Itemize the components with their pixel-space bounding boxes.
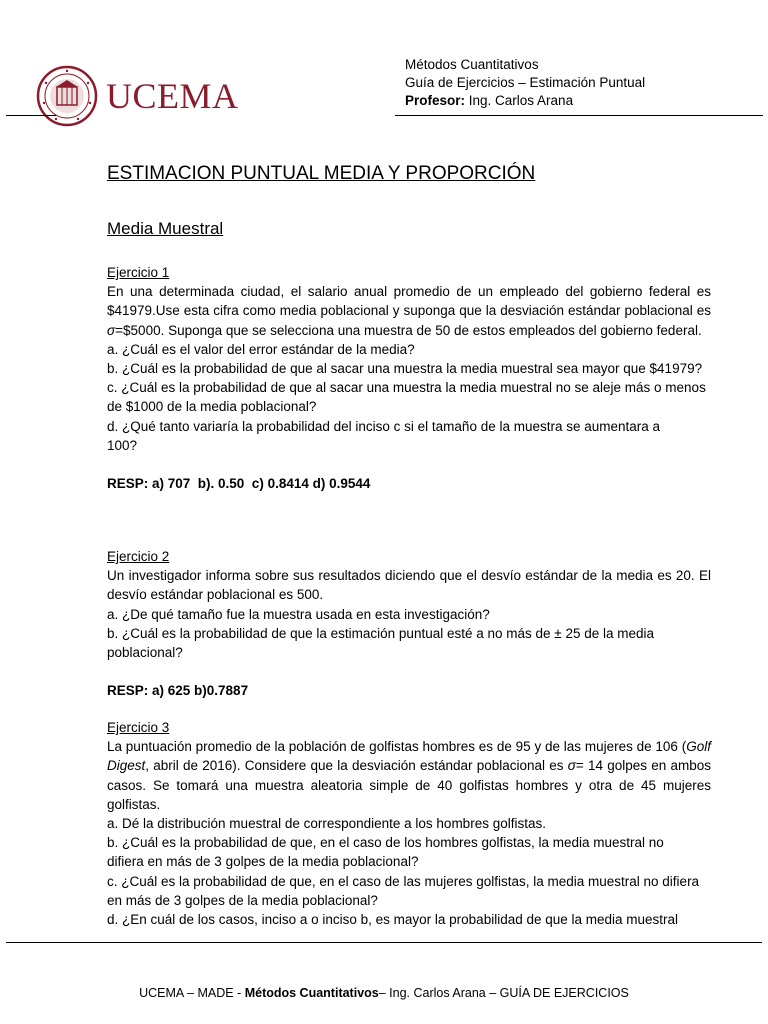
brand-name: UCEMA — [106, 76, 239, 116]
statement-text: En una determinada ciudad, el salario anual promedio de un empleado del gobierno federal es $41979.Use esta cifra como media poblacional y suponga que la desviación estándar poblacional es — [107, 284, 711, 319]
exercise-title: Ejercicio 1 — [107, 265, 170, 280]
question-a: a. Dé la distribución muestral de correspondiente a los hombres golfistas. — [107, 816, 546, 832]
professor-label: Profesor: — [405, 93, 466, 108]
question-b-line1: b. ¿Cuál es la probabilidad de que, en el caso de los hombres golfistas, la media muestral no — [107, 835, 664, 851]
question-b: b. ¿Cuál es la probabilidad de que al sacar una muestra la media muestral sea mayor que $41979? — [107, 361, 703, 377]
statement-text: =$5000. Suponga que se selecciona una muestra de 50 de estos empleados del gobierno federal. — [115, 322, 702, 338]
sigma-symbol: σ — [107, 322, 116, 338]
guide-title: Guía de Ejercicios – Estimación Puntual — [405, 75, 646, 90]
footer-institution: UCEMA – MADE - — [139, 986, 245, 1000]
question-b-line1: b. ¿Cuál es la probabilidad de que la estimación puntual esté a no más de ± 25 de la media — [107, 625, 655, 641]
header-divider-left — [6, 115, 56, 116]
question-d-line1: d. ¿Qué tanto variaría la probabilidad del inciso c si el tamaño de la muestra se aumentara a — [107, 418, 661, 434]
page-footer — [0, 986, 768, 1000]
statement-text: , abril de 2016). Considere que la desviación estándar poblacional es — [145, 758, 568, 774]
question-b-line2: poblacional? — [107, 645, 183, 661]
answer-key: RESP: a) 625 b)0.7887 — [107, 683, 249, 699]
statement-text: = 14 golpes en ambos casos. Se tomará una muestra aleatoria simple de 40 golfistas hombres y otra de 45 mujeres golfistas. — [107, 758, 711, 812]
footer-course: Métodos Cuantitativos — [244, 986, 379, 1000]
sigma-symbol: σ — [567, 758, 576, 774]
question-d-line2: 100? — [107, 437, 138, 453]
header-divider-right — [395, 115, 763, 116]
document-header-info — [405, 56, 645, 110]
exercise-statement — [107, 282, 711, 340]
exercise-title: Ejercicio 3 — [107, 720, 170, 735]
exercise-3 — [107, 718, 711, 929]
page-title: ESTIMACION PUNTUAL MEDIA Y PROPORCIÓN — [107, 163, 536, 184]
footer-guide: – Ing. Carlos Arana – GUÍA DE EJERCICIOS — [378, 986, 629, 1000]
professor-name: Ing. Carlos Arana — [465, 93, 574, 108]
university-seal-icon — [36, 65, 98, 127]
question-a: a. ¿De qué tamaño fue la muestra usada en esta investigación? — [107, 606, 490, 622]
section-title: Media Muestral — [107, 219, 224, 238]
footer-divider — [6, 942, 762, 943]
question-a: a. ¿Cuál es el valor del error estándar de la media? — [107, 341, 415, 357]
exercise-statement: Un investigador informa sobre sus resultados diciendo que el desvío estándar de la media es 20. El desvío estándar poblacional es 500. — [107, 568, 711, 603]
question-c-line2: en más de 3 golpes de la media poblacional? — [107, 892, 378, 908]
course-name: Métodos Cuantitativos — [405, 57, 539, 72]
question-b-line2: difiera en más de 3 golpes de la media poblacional? — [107, 854, 419, 870]
exercise-1 — [107, 263, 711, 493]
source-citation: Golf Digest — [107, 739, 711, 774]
question-c-line1: c. ¿Cuál es la probabilidad de que, en el caso de las mujeres golfistas, la media muestral no difiera — [107, 873, 700, 889]
exercise-statement — [107, 737, 711, 814]
question-c: c. ¿Cuál es la probabilidad de que al sacar una muestra la media muestral no se aleje más o menos de $1000 de la media poblacional? — [107, 380, 706, 415]
statement-text: La puntuación promedio de la población de golfistas hombres es de 95 y de las mujeres de 106 ( — [107, 739, 687, 755]
question-d: d. ¿En cuál de los casos, inciso a o inciso b, es mayor la probabilidad de que la media muestral — [107, 912, 679, 928]
exercise-title: Ejercicio 2 — [107, 549, 170, 564]
answer-key: RESP: a) 707 b). 0.50 c) 0.8414 d) 0.9544 — [107, 476, 371, 492]
ucema-logo — [36, 62, 239, 130]
exercise-2 — [107, 547, 711, 700]
professor-line — [405, 92, 645, 110]
